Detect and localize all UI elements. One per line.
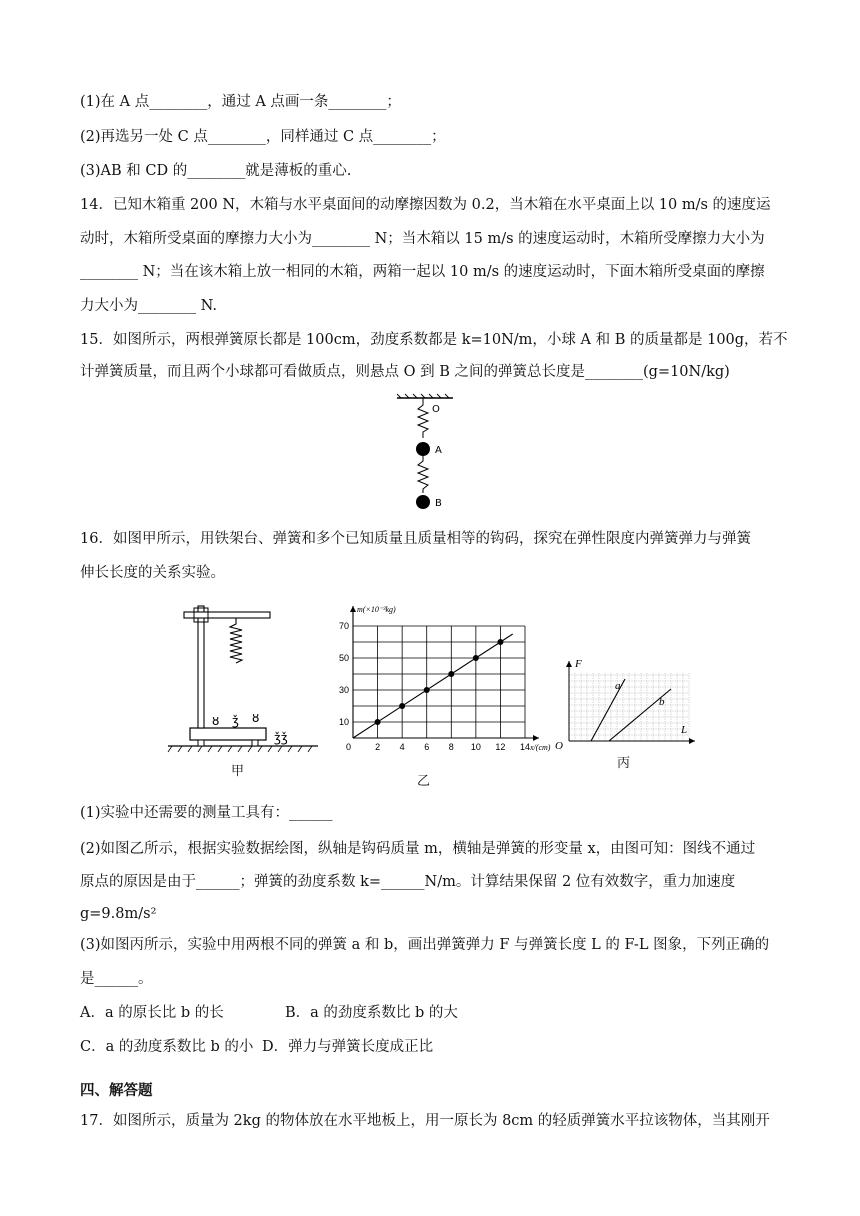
l-arrow [689, 738, 695, 744]
q14-line-3: ________ N；当在该木箱上放一相同的木箱，两箱一起以 10 m/s 的速度运动时，下面木箱所受桌面的摩擦 [80, 264, 765, 280]
ball-b [416, 495, 430, 509]
line-prev-3: (3)AB 和 CD 的________就是薄板的重心. [80, 163, 352, 179]
option-b: B．a 的劲度系数比 b 的大 [285, 1005, 458, 1021]
option-d: D．弹力与弹簧长度成正比 [262, 1039, 434, 1055]
svg-text:ȣ: ȣ [252, 711, 260, 725]
label-f: F [575, 658, 582, 670]
option-c: C．a 的劲度系数比 b 的小 [80, 1039, 254, 1055]
q16-line-1: 16．如图甲所示，用铁架台、弹簧和多个已知质量且质量相等的钩码，探究在弹性限度内弹簧弹力与弹簧 [80, 531, 751, 547]
x-tick-label: 4 [399, 742, 405, 752]
spring-ball-figure [395, 395, 455, 515]
x-tick-label: 14 [519, 742, 531, 752]
x-tick-label: 8 [448, 742, 454, 752]
line-prev-2: (2)再选另一处 C 点________，同样通过 C 点________； [80, 129, 446, 145]
y-arrow [350, 606, 356, 612]
y-axis-label: m(×10⁻³kg) [357, 605, 396, 614]
ball-a [416, 442, 430, 456]
data-point [473, 655, 479, 661]
y-tick-label: 50 [338, 653, 349, 663]
y-tick-label: 70 [338, 621, 349, 631]
caption-jia: 甲 [231, 764, 245, 779]
y-tick-label: 30 [338, 685, 349, 695]
label-o: O [432, 404, 440, 415]
q16-3-line-1: (3)如图丙所示，实验中用两根不同的弹簧 a 和 b，画出弹簧弹力 F 与弹簧长度 L 的 F-L 图象，下列正确的 [80, 937, 770, 953]
q15-line-2: 计弹簧质量，而且两个小球都可看做质点，则悬点 O 到 B 之间的弹簧总长度是________(g=10N/kg) [80, 364, 730, 380]
label-o: O [555, 740, 563, 752]
q16-2-line-2: 原点的原因是由于______；弹簧的劲度系数 k=______N/m。计算结果保留 2 位有效数字，重力加速度 [80, 874, 736, 890]
svg-text:ǯǯ: ǯǯ [274, 731, 288, 745]
q16-3-line-2: 是______。 [80, 971, 153, 987]
q14-line-4: 力大小为________ N. [80, 298, 217, 314]
f-arrow [566, 661, 572, 667]
mass-vs-extension-chart [325, 605, 551, 755]
line-16-1-prev: (1)在 A 点________，通过 A 点画一条________； [80, 94, 401, 110]
svg-text:ȣ: ȣ [212, 714, 220, 728]
q16-2-line-1: (2)如图乙所示，根据实验数据绘图，纵轴是钩码质量 m，横轴是弹簧的形变量 x，由图可知：图线不通过 [80, 841, 756, 857]
q14-line-1: 14．已知木箱重 200 N，木箱与水平桌面间的动摩擦因数为 0.2，当木箱在水平桌面上以 10 m/s 的速度运 [80, 197, 771, 213]
x-tick-label: 6 [424, 742, 430, 752]
label-a: a [615, 680, 621, 692]
q16-2-line-3: g=9.8m/s² [80, 906, 157, 922]
q14-line-2: 动时，木箱所受桌面的摩擦力大小为________ N；当木箱以 15 m/s 的速度运动时，木箱所受摩擦力大小为 [80, 231, 765, 247]
force-length-graph [553, 655, 698, 755]
svg-text:ǯ: ǯ [232, 714, 239, 728]
caption-yi: 乙 [417, 774, 431, 789]
x-arrow [533, 735, 539, 741]
x-axis-label: x/(cm) [530, 743, 551, 752]
y-tick-label: 10 [338, 717, 349, 727]
x-tick-label: 2 [375, 742, 381, 752]
caption-bing: 丙 [617, 756, 631, 771]
x-tick-label: 10 [470, 742, 481, 752]
label-l: L [681, 724, 688, 736]
q16-1: (1)实验中还需要的测量工具有：______ [80, 805, 333, 821]
label-b: B [435, 498, 442, 509]
iron-stand-figure [168, 600, 323, 755]
q15-line-1: 15．如图所示，两根弹簧原长都是 100cm，劲度系数都是 k=10N/m，小球 A 和 B 的质量都是 100g，若不 [80, 332, 788, 348]
data-point [448, 671, 454, 677]
label-b: b [659, 696, 665, 708]
origin-label: 0 [346, 742, 352, 752]
x-tick-label: 12 [495, 742, 506, 752]
label-a: A [435, 445, 442, 456]
q16-line-2: 伸长长度的关系实验。 [80, 565, 225, 581]
section-4-title: 四、解答题 [80, 1083, 153, 1099]
q17-line-1: 17．如图所示，质量为 2kg 的物体放在水平地板上，用一原长为 8cm 的轻质弹簧水平拉该物体，当其刚开 [80, 1113, 770, 1129]
data-point [497, 639, 503, 645]
data-point [375, 719, 381, 725]
data-point [424, 687, 430, 693]
option-a: A．a 的原长比 b 的长 [80, 1005, 224, 1021]
data-point [399, 703, 405, 709]
